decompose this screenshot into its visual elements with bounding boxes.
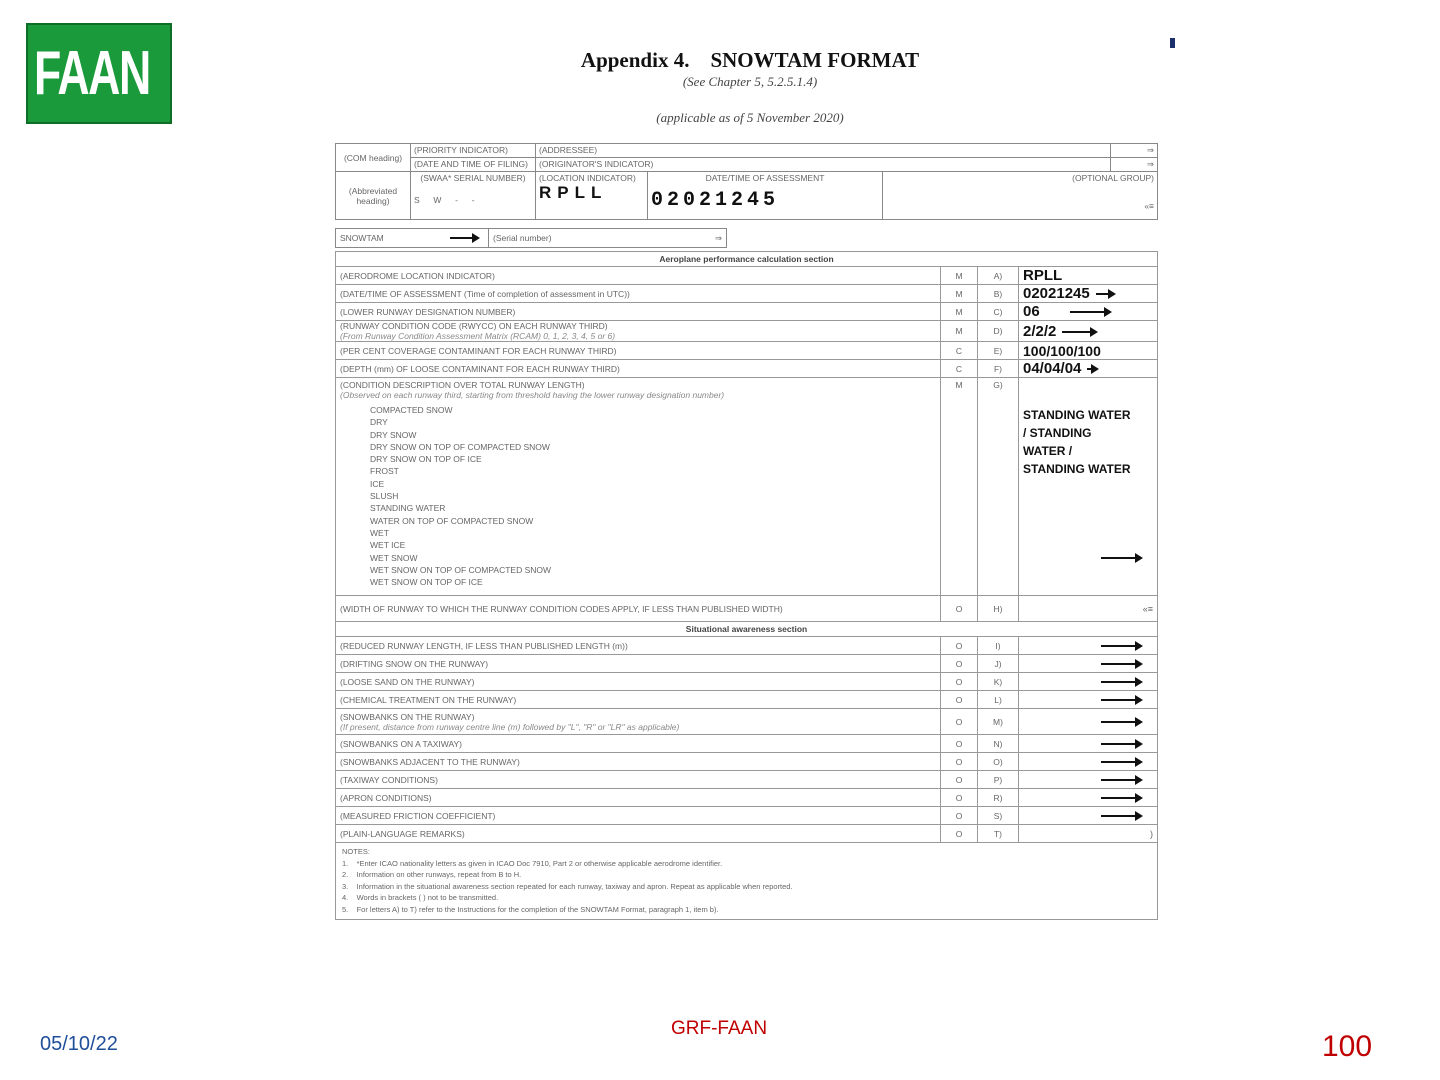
datetime-label: DATE/TIME OF ASSESSMENT xyxy=(705,173,825,183)
row-value: 100/100/100 xyxy=(1019,342,1158,360)
page-title: Appendix 4. SNOWTAM FORMAT xyxy=(580,48,920,72)
list-item: WET SNOW ON TOP OF ICE xyxy=(370,577,483,588)
row-value-cell xyxy=(1019,360,1158,378)
note-line: 5. For letters A) to T) refer to the Instructions for the completion of the SNOWTAM Format, paragraph 1, item b). xyxy=(342,904,719,914)
row-value-cell: «≡ xyxy=(1019,596,1158,622)
row-field: I) xyxy=(978,637,1019,655)
row-label: (SNOWBANKS ON THE RUNWAY) xyxy=(340,711,475,722)
row-value-cell: ) xyxy=(1019,825,1158,843)
row-value-cell xyxy=(1019,709,1158,735)
arrow-icon xyxy=(450,237,478,239)
list-item: WATER ON TOP OF COMPACTED SNOW xyxy=(370,515,534,526)
row-value-cell xyxy=(1019,753,1158,771)
list-item: STANDING WATER xyxy=(370,503,446,514)
row-field: D) xyxy=(978,321,1019,342)
row-field: B) xyxy=(978,285,1019,303)
condition-sublabel: (Observed on each runway third, starting from threshold having the lower runway designation number) xyxy=(340,390,725,400)
list-item: DRY SNOW xyxy=(370,429,417,440)
row-code: O xyxy=(941,673,978,691)
row-value-cell xyxy=(1019,789,1158,807)
row-label-cell xyxy=(336,321,941,342)
table-row xyxy=(336,321,1158,342)
arrow-icon xyxy=(1101,779,1141,781)
row-label: (AERODROME LOCATION INDICATOR) xyxy=(336,267,941,285)
row-field: O) xyxy=(978,753,1019,771)
row-value-cell xyxy=(1019,691,1158,709)
row-value-cell xyxy=(1019,673,1158,691)
row-label: (LOOSE SAND ON THE RUNWAY) xyxy=(336,673,941,691)
row-code: M xyxy=(941,378,978,596)
datetime-cell xyxy=(648,172,883,220)
row-field: G) xyxy=(978,378,1019,596)
table-row xyxy=(336,825,1158,843)
row-label: (REDUCED RUNWAY LENGTH, IF LESS THAN PUBLISHED LENGTH (m)) xyxy=(336,637,941,655)
notes xyxy=(335,843,1158,920)
row-label: (PLAIN-LANGUAGE REMARKS) xyxy=(336,825,941,843)
table-row xyxy=(336,709,1158,735)
row-value-cell xyxy=(1019,807,1158,825)
arrow-icon xyxy=(1062,331,1096,333)
arrow-icon xyxy=(1101,663,1141,665)
section-aeroplane: Aeroplane performance calculation section xyxy=(336,252,1158,267)
note-line: 4. Words in brackets ( ) not to be transmitted. xyxy=(342,893,499,903)
arrow-icon xyxy=(1101,815,1141,817)
line-end: ⇒ xyxy=(1111,158,1158,172)
snowtam-table xyxy=(335,251,1158,843)
row-label: (DRIFTING SNOW ON THE RUNWAY) xyxy=(336,655,941,673)
arrow-icon xyxy=(1101,681,1141,683)
row-code: O xyxy=(941,691,978,709)
row-label: (CHEMICAL TREATMENT ON THE RUNWAY) xyxy=(336,691,941,709)
date-filing: (DATE AND TIME OF FILING) xyxy=(411,158,536,172)
row-label: (MEASURED FRICTION COEFFICIENT) xyxy=(336,807,941,825)
row-field: E) xyxy=(978,342,1019,360)
table-row xyxy=(336,771,1158,789)
row-code: O xyxy=(941,655,978,673)
table-row xyxy=(336,789,1158,807)
serial-number-cell xyxy=(411,172,536,220)
datetime-value: 02021245 xyxy=(651,189,780,212)
row-label: (LOWER RUNWAY DESIGNATION NUMBER) xyxy=(336,303,941,321)
line-end: ⇒ xyxy=(714,232,722,243)
sw-letters: S W - - xyxy=(414,195,478,205)
section-situational: Situational awareness section xyxy=(336,622,1158,637)
swaa-serial-label: (SWAA* SERIAL NUMBER) xyxy=(420,173,526,183)
table-row xyxy=(336,637,1158,655)
row-value: 04/04/04 xyxy=(1023,360,1082,377)
arrow-icon xyxy=(1101,645,1141,647)
row-field: T) xyxy=(978,825,1019,843)
row-label: (SNOWBANKS ON A TAXIWAY) xyxy=(336,735,941,753)
location-indicator-label: (LOCATION INDICATOR) xyxy=(539,173,636,183)
serial-number-label: (Serial number) xyxy=(488,229,711,247)
list-item: WET SNOW xyxy=(370,552,418,563)
note-line: NOTES: xyxy=(342,847,370,856)
row-field: A) xyxy=(978,267,1019,285)
row-field: C) xyxy=(978,303,1019,321)
row-label-cell xyxy=(336,709,941,735)
abbreviated-heading: (Abbreviated heading) xyxy=(336,172,411,220)
list-item: DRY SNOW ON TOP OF COMPACTED SNOW xyxy=(370,441,550,452)
row-field: F) xyxy=(978,360,1019,378)
row-field: R) xyxy=(978,789,1019,807)
note-line: 1. *Enter ICAO nationality letters as given in ICAO Doc 7910, Part 2 or otherwise applicable aerodrome identifier. xyxy=(342,858,723,868)
row-code: O xyxy=(941,771,978,789)
row-value-cell xyxy=(1019,285,1158,303)
row-code: O xyxy=(941,709,978,735)
row-label: (TAXIWAY CONDITIONS) xyxy=(336,771,941,789)
row-code: O xyxy=(941,789,978,807)
list-item: WET SNOW ON TOP OF COMPACTED SNOW xyxy=(370,564,552,575)
row-field: J) xyxy=(978,655,1019,673)
condition-value-line: STANDING WATER xyxy=(1023,408,1131,422)
row-value-cell xyxy=(1019,735,1158,753)
arrow-icon xyxy=(1101,557,1141,559)
row-field: L) xyxy=(978,691,1019,709)
applicable-date: (applicable as of 5 November 2020) xyxy=(656,110,844,125)
row-field: M) xyxy=(978,709,1019,735)
row-label: (SNOWBANKS ADJACENT TO THE RUNWAY) xyxy=(336,753,941,771)
condition-value-line: WATER / xyxy=(1023,444,1073,458)
row-value: RPLL xyxy=(1019,267,1158,285)
row-sublabel: (If present, distance from runway centre line (m) followed by "L", "R" or "LR" as applicable) xyxy=(340,721,680,732)
table-row xyxy=(336,596,1158,622)
list-item: DRY xyxy=(370,417,388,428)
snowtam-serial-row xyxy=(335,228,727,248)
row-code: O xyxy=(941,753,978,771)
row-label: (APRON CONDITIONS) xyxy=(336,789,941,807)
row-code: M xyxy=(941,321,978,342)
list-item: FROST xyxy=(370,466,399,477)
row-code: O xyxy=(941,637,978,655)
table-row xyxy=(336,735,1158,753)
row-code: O xyxy=(941,807,978,825)
row-label: (RUNWAY CONDITION CODE (RWYCC) ON EACH RUNWAY THIRD) xyxy=(340,321,608,331)
row-label: (WIDTH OF RUNWAY TO WHICH THE RUNWAY CONDITION CODES APPLY, IF LESS THAN PUBLISHED WIDTH) xyxy=(336,596,941,622)
table-row xyxy=(336,360,1158,378)
condition-value-cell xyxy=(1019,378,1158,596)
arrow-icon xyxy=(1087,368,1097,370)
heading-table xyxy=(335,143,1158,220)
table-row xyxy=(336,753,1158,771)
list-item: WET ICE xyxy=(370,540,406,551)
line-end: ⇒ xyxy=(1111,144,1158,158)
list-item: COMPACTED SNOW xyxy=(370,405,453,415)
row-label: (PER CENT COVERAGE CONTAMINANT FOR EACH RUNWAY THIRD) xyxy=(336,342,941,360)
row-value: 06 xyxy=(1023,303,1040,320)
snowtam-label: SNOWTAM xyxy=(340,233,384,243)
optional-group-label: (OPTIONAL GROUP) xyxy=(1072,173,1154,183)
priority-indicator: (PRIORITY INDICATOR) xyxy=(411,144,536,158)
line-end: «≡ xyxy=(1144,201,1154,211)
row-value-cell xyxy=(1019,655,1158,673)
arrow-icon xyxy=(1096,293,1114,295)
arrow-icon xyxy=(1070,311,1110,313)
logo-text: FAAN xyxy=(34,39,150,108)
snowtam-form xyxy=(335,143,1158,920)
table-row xyxy=(336,691,1158,709)
row-label: (DEPTH (mm) OF LOOSE CONTAMINANT FOR EACH RUNWAY THIRD) xyxy=(336,360,941,378)
location-cell xyxy=(536,172,648,220)
condition-value-line: / STANDING xyxy=(1023,426,1092,440)
footer-date: 05/10/22 xyxy=(40,1033,118,1055)
com-heading: (COM heading) xyxy=(336,144,411,172)
row-code: M xyxy=(941,267,978,285)
row-field: P) xyxy=(978,771,1019,789)
addressee: (ADDRESSEE) xyxy=(536,144,1111,158)
row-value-cell xyxy=(1019,771,1158,789)
row-code: O xyxy=(941,735,978,753)
row-value-cell xyxy=(1019,637,1158,655)
condition-row xyxy=(336,378,1158,596)
row-sublabel: (From Runway Condition Assessment Matrix (RCAM) 0, 1, 2, 3, 4, 5 or 6) xyxy=(340,331,616,341)
optional-group xyxy=(883,172,1158,220)
row-field: H) xyxy=(978,596,1019,622)
row-value: 2/2/2 xyxy=(1023,322,1057,340)
chapter-reference: (See Chapter 5, 5.2.5.1.4) xyxy=(682,74,818,89)
row-field: S) xyxy=(978,807,1019,825)
table-row xyxy=(336,807,1158,825)
arrow-icon xyxy=(1101,797,1141,799)
table-row xyxy=(336,285,1158,303)
row-value-cell xyxy=(1019,303,1158,321)
corner-mark xyxy=(1170,38,1175,48)
row-code: O xyxy=(941,825,978,843)
originator-indicator: (ORIGINATOR'S INDICATOR) xyxy=(536,158,1111,172)
row-code: C xyxy=(941,342,978,360)
list-item: WET xyxy=(370,527,389,538)
arrow-icon xyxy=(1101,699,1141,701)
table-row xyxy=(336,342,1158,360)
condition-value-line: STANDING WATER xyxy=(1023,462,1131,476)
row-code: C xyxy=(941,360,978,378)
condition-label-cell xyxy=(336,378,941,596)
row-code: M xyxy=(941,285,978,303)
row-code: M xyxy=(941,303,978,321)
list-item: DRY SNOW ON TOP OF ICE xyxy=(370,454,482,465)
row-field: N) xyxy=(978,735,1019,753)
footer-title: GRF-FAAN xyxy=(671,1018,768,1039)
arrow-icon xyxy=(1101,743,1141,745)
condition-label: (CONDITION DESCRIPTION OVER TOTAL RUNWAY LENGTH) xyxy=(340,380,585,390)
row-label: (DATE/TIME OF ASSESSMENT (Time of completion of assessment in UTC)) xyxy=(336,285,941,303)
note-line: 2. Information on other runways, repeat from B to H. xyxy=(342,870,522,880)
location-value: RPLL xyxy=(539,183,608,202)
table-row xyxy=(336,303,1158,321)
row-value: 02021245 xyxy=(1023,285,1090,302)
row-field: K) xyxy=(978,673,1019,691)
table-row xyxy=(336,655,1158,673)
condition-list xyxy=(340,404,936,588)
table-row xyxy=(336,673,1158,691)
row-code: O xyxy=(941,596,978,622)
note-line: 3. Information in the situational awareness section repeated for each runway, taxiway and apron. Repeat as applicable when reported. xyxy=(342,881,793,891)
list-item: SLUSH xyxy=(370,491,399,502)
page-number: 100 xyxy=(1322,1030,1373,1063)
arrow-icon xyxy=(1101,721,1141,723)
arrow-icon xyxy=(1101,761,1141,763)
list-item: ICE xyxy=(370,478,385,489)
table-row xyxy=(336,267,1158,285)
row-value-cell xyxy=(1019,321,1158,342)
